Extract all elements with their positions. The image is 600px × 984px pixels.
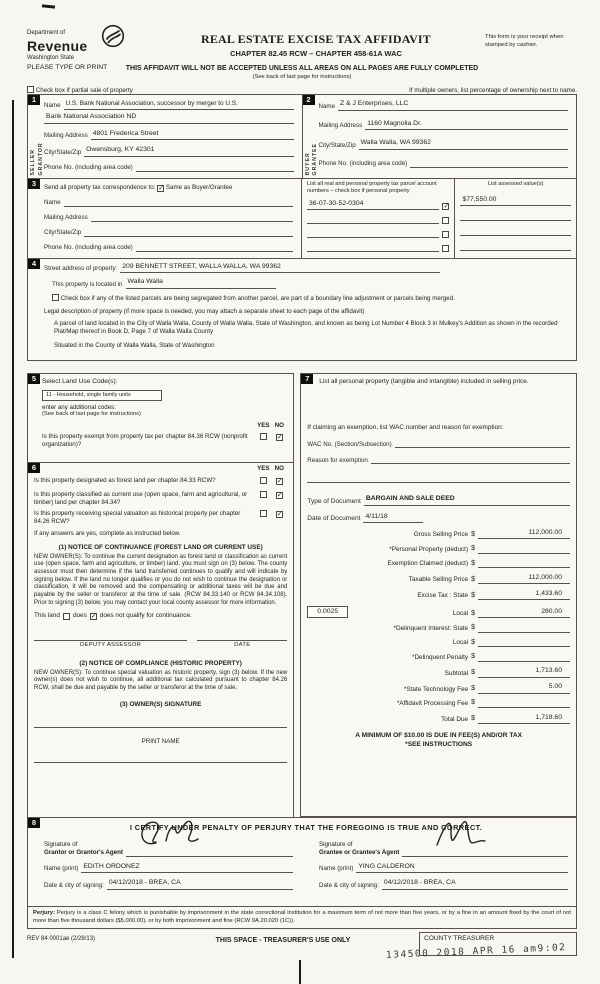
grantee-date-city-label: Date & city of signing: <box>319 881 379 889</box>
parcel-number-value: 36-07-30-52-0304 <box>307 200 439 210</box>
partial-sale-label: Check box if partial sale of property <box>35 87 133 95</box>
current-use-question: Is this property classified as current use (open space, farm and agricultural, or timber) land per chapter 84.34? <box>34 490 248 506</box>
deputy-date-line[interactable] <box>197 632 287 641</box>
seller-name-value: U.S. Bank National Association, successor by merger to U.S. <box>64 100 294 110</box>
deputy-assessor-label: DEPUTY ASSESSOR <box>80 642 142 649</box>
corr-mailing-value <box>91 213 293 222</box>
form-warning: THIS AFFIDAVIT WILL NOT BE ACCEPTED UNLESS ALL AREAS ON ALL PAGES ARE FULLY COMPLETED <box>125 64 479 72</box>
subtotal-value: 1,713.60 <box>478 667 570 677</box>
money-label: Subtotal <box>444 669 469 677</box>
assessed-values-block <box>455 179 576 258</box>
money-label: *Delinquent Interest: State <box>393 624 469 632</box>
treasurer-received-stamp: 134500 2018 APR 16 am9:02 <box>385 942 567 961</box>
segregated-label: Check box if any of the listed parcels are being segregated from another parcel, are part of a boundary line adjustment or parcels being merged. <box>60 294 455 302</box>
yes-header: YES <box>257 421 270 429</box>
delinquent-interest-state-value <box>478 624 570 633</box>
scan-artifact-bottom-line <box>299 960 301 984</box>
historic-no-checkbox[interactable]: ✓ <box>276 511 283 519</box>
buyer-grantee-block <box>303 95 577 177</box>
grantee-signature-line[interactable] <box>402 848 568 857</box>
dollar-sign: $ <box>471 653 475 660</box>
buyer-citystatezip-value: Walla Walla, WA 99362 <box>359 139 568 149</box>
dollar-sign: $ <box>471 609 475 617</box>
type-of-document-value: BARGAIN AND SALE DEED <box>364 495 570 505</box>
forest-yes-checkbox[interactable] <box>260 477 267 484</box>
parcel-personal-checkbox[interactable] <box>442 231 449 238</box>
excise-tax-state-value: 1,433.60 <box>478 590 570 600</box>
form-title: REAL ESTATE EXCISE TAX AFFIDAVIT <box>200 32 432 46</box>
parcel-numbers-block <box>302 179 455 258</box>
buyer-name-label: Name <box>318 102 336 110</box>
grantee-name-print-value: YING CALDERON <box>356 863 568 873</box>
owners-signature-title: (3) OWNER(S) SIGNATURE <box>119 700 202 708</box>
dollar-sign: $ <box>471 699 475 707</box>
receipt-note: This form is your receipt when stamped by cashier. <box>485 34 564 48</box>
notice-continuance-title: (1) NOTICE OF CONTINUANCE (FOREST LAND OR CURRENT USE) <box>58 543 263 551</box>
grantee-signature-block <box>319 839 568 890</box>
parcel-number-value <box>307 243 439 252</box>
current-use-no-checkbox[interactable]: ✓ <box>276 491 283 499</box>
certify-statement: I CERTIFY UNDER PENALTY OF PERJURY THAT THE FOREGOING IS TRUE AND CORRECT. <box>129 823 483 833</box>
parcel-row <box>307 243 449 252</box>
grantor-name-print-value: EDITH ORDONEZ <box>81 863 293 873</box>
grantor-sig-label: Signature of Grantor or Grantor's Agent <box>44 840 123 856</box>
gross-selling-price-value: 112,000.00 <box>478 529 570 539</box>
seller-grantor-block <box>28 95 303 177</box>
section-6-badge: 6 <box>28 463 40 473</box>
seller-phone-value <box>136 163 294 172</box>
corr-name-value <box>64 198 293 207</box>
buyer-mailing-label: Mailing Address <box>318 122 363 130</box>
parcel-numbers-header: List all real and personal property tax parcel account numbers – check box if personal property <box>307 180 437 194</box>
buyer-side-label <box>305 108 319 175</box>
grantor-signature-line[interactable] <box>126 848 293 857</box>
minimum-due-note: A MINIMUM OF $10.00 IS DUE IN FEE(S) AND/OR TAX <box>355 732 523 740</box>
does-label: does <box>72 612 87 620</box>
tax-correspondence-section <box>27 178 577 259</box>
same-as-buyer-checkbox[interactable]: ✓ <box>158 184 165 192</box>
deputy-date-label: DATE <box>234 642 251 649</box>
street-address-label: Street address of property: <box>44 265 118 273</box>
money-label: Total Due <box>441 716 469 724</box>
print-name-label: PRINT NAME <box>141 737 180 745</box>
parcel-number-value <box>307 215 439 224</box>
historic-yes-checkbox[interactable] <box>260 510 267 517</box>
dollar-sign: $ <box>471 530 475 538</box>
grantee-name-print-label: Name (print) <box>319 865 354 873</box>
historic-question: Is this property receiving special valuation as historical property per chapter 84.26 RCW? <box>34 510 241 526</box>
perjury-bold: Perjury: <box>33 910 55 917</box>
buyer-mailing-value: 1160 Magnolia Dr. <box>365 120 568 130</box>
grantee-word: GRANTEE <box>312 143 318 176</box>
delinquent-penalty-value <box>478 653 570 662</box>
yes-header-6: YES <box>257 465 270 473</box>
perjury-notice <box>27 906 577 929</box>
located-in-label: This property is located in <box>52 280 123 288</box>
section-3-badge: 3 <box>28 179 40 189</box>
money-label: Taxable Selling Price <box>408 576 469 584</box>
exempt-question: Is this property exempt from property tax per chapter 84.36 RCW (nonprofit organization)? <box>42 433 248 449</box>
money-label: *Delinquent Penalty <box>411 653 469 661</box>
grantor-signature-block <box>44 839 293 890</box>
dept-of-text: Department of <box>27 30 66 36</box>
money-label: Local <box>452 639 469 647</box>
please-type-or-print: PLEASE TYPE OR PRINT <box>27 64 108 71</box>
does-not-label: does not qualify for continuance. <box>99 612 192 620</box>
seller-phone-label: Phone No. (including area code) <box>44 163 133 171</box>
delinquent-interest-local-value <box>478 638 570 647</box>
see-back-note-5: (See back of last page for instructions) <box>42 411 141 418</box>
does-not-qualify-checkbox[interactable]: ✓ <box>90 612 97 620</box>
deputy-assessor-line[interactable] <box>34 632 187 641</box>
parcel-row <box>307 229 449 238</box>
grantee-sig-label: Signature of Grantee or Grantee's Agent <box>319 840 400 856</box>
grantor-word: GRANTOR <box>37 142 44 176</box>
if-yes-note: If any answers are yes, complete as instructed below. <box>34 529 181 537</box>
grantor-name-print-label: Name (print) <box>44 865 79 873</box>
money-label: *Personal Property (deduct) <box>389 545 469 553</box>
dollar-sign: $ <box>471 591 475 599</box>
assessed-values-header: List assessed value(s) <box>488 180 544 187</box>
owner-signature-line[interactable] <box>34 719 287 728</box>
section-1-badge: 1 <box>28 95 40 105</box>
type-of-document-label: Type of Document <box>307 497 361 505</box>
no-header-6: NO <box>274 465 284 473</box>
money-label: *Affidavit Processing Fee <box>396 700 469 708</box>
affidavit-processing-fee-value <box>478 699 570 708</box>
dollar-sign: $ <box>471 545 475 553</box>
parcel-personal-checkbox[interactable] <box>442 245 449 252</box>
dollar-sign: $ <box>471 559 475 567</box>
certification-section <box>27 817 577 907</box>
grantor-date-city-value: 04/12/2018 - BREA, CA <box>107 879 293 889</box>
no-header: NO <box>274 421 284 429</box>
seller-word: SELLER <box>30 149 36 176</box>
dor-circle-logo-icon <box>101 24 125 48</box>
section-2-badge: 2 <box>303 95 315 105</box>
state-technology-fee-value: 5.00 <box>478 683 570 693</box>
dor-logo-block <box>27 24 147 71</box>
property-location-section <box>27 258 577 362</box>
money-label: Gross Selling Price <box>413 531 469 539</box>
money-label: Excise Tax : State <box>417 592 469 600</box>
dollar-sign: $ <box>471 624 475 631</box>
correspondence-block <box>28 179 302 258</box>
parcel-row <box>307 215 449 224</box>
scan-artifact-top-mark <box>42 4 55 8</box>
seller-side-label <box>30 108 44 175</box>
section-4-badge: 4 <box>28 259 40 269</box>
seller-name-value-2: Bank National Association ND <box>44 113 294 123</box>
land-use-title: Select Land Use Code(s): <box>42 378 118 386</box>
corr-mailing-label: Mailing Address <box>44 213 88 221</box>
assessed-value: $77,550.00 <box>460 196 571 206</box>
dollar-sign: $ <box>471 638 475 646</box>
treasurer-space-label: THIS SPACE - TREASURER'S USE ONLY <box>215 937 351 945</box>
selling-price-section <box>300 373 577 817</box>
see-back-note: (See back of last page for instructions) <box>252 74 352 81</box>
reason-exemption-value[interactable] <box>371 455 570 464</box>
personal-property-label: List all personal property (tangible and intangible) included in selling price. <box>319 378 529 386</box>
corr-name-label: Name <box>44 198 61 206</box>
notice-compliance-text: NEW OWNER(S): To continue special valuation as historic property, sign (3) below. If the new owner(s) does not wish to continue, all additional tax calculated pursuant to chapter 84.26 RCW, shall be due and payable by the seller or transferor at the time of sale. <box>34 669 288 691</box>
located-in-value: Walla Walla <box>126 278 276 288</box>
washington-state-text: Washington State <box>27 55 75 61</box>
corr-phone-value <box>136 243 293 252</box>
section-8-badge: 8 <box>28 818 40 828</box>
perjury-text: Perjury is a class C felony which is punishable by imprisonment in the state correctional institution for a maximum term of not more than five years, or by a fine in an amount fixed by the court of not more than five thousand dollars ($5,000.00), or by both imprisonment and fine (RCW 9A.20.020 (1C)). <box>33 910 571 924</box>
notice-compliance-title: (2) NOTICE OF COMPLIANCE (HISTORIC PROPERTY) <box>79 659 242 667</box>
buyer-name-value: Z & J Enterprises, LLC <box>338 100 568 110</box>
parties-section <box>27 94 577 178</box>
wac-number-value[interactable] <box>395 439 570 448</box>
send-correspondence-label: Send all property tax correspondence to: <box>44 183 156 191</box>
exemption-label: If claiming an exemption, list WAC number and reason for exemption: <box>307 424 504 432</box>
land-use-section <box>27 373 294 463</box>
does-qualify-checkbox[interactable] <box>63 613 70 620</box>
current-use-yes-checkbox[interactable] <box>260 491 267 498</box>
exempt-yes-checkbox[interactable] <box>260 433 267 440</box>
date-of-document-label: Date of Document <box>307 515 361 523</box>
wac-number-label: WAC No. (Section/Subsection) <box>307 440 392 448</box>
excise-tax-local-value: 280.00 <box>478 608 570 618</box>
money-label: *State Technology Fee <box>403 685 469 693</box>
segregated-checkbox[interactable] <box>52 294 59 301</box>
dollar-sign: $ <box>471 684 475 692</box>
form-chapter: CHAPTER 82.45 RCW – CHAPTER 458-61A WAC <box>230 49 402 58</box>
reason-exemption-label: Reason for exemption <box>307 456 368 464</box>
seller-mailing-label: Mailing Address <box>44 132 88 140</box>
this-land-label: This land <box>34 612 60 620</box>
taxable-selling-price-value: 112,000.00 <box>478 574 570 584</box>
section-5-badge: 5 <box>28 374 40 384</box>
buyer-phone-label: Phone No. (including area code) <box>318 159 408 167</box>
legal-description-text: A parcel of land located in the City of Walla Walla, County of Walla Walla, State of Washington, and known as being Lot Number 4 Block 3 in Mulkey's Addition as shown in the recorded Plat/Map thereof in Book D, Page 7 of Walla Walla County <box>54 320 558 336</box>
corr-citystatezip-label: City/State/Zip <box>44 228 82 236</box>
parcel-personal-checkbox[interactable]: ✓ <box>443 203 450 211</box>
reason-continuation-line[interactable] <box>307 474 570 483</box>
owner-print-name-line[interactable] <box>34 754 287 763</box>
seller-citystatezip-label: City/State/Zip <box>44 148 82 156</box>
dollar-sign: $ <box>471 668 475 676</box>
buyer-citystatezip-label: City/State/Zip <box>318 141 356 149</box>
personal-property-blank-space <box>307 386 570 424</box>
multiple-owners-note: If multiple owners, list percentage of ownership next to name. <box>409 87 577 95</box>
notice-continuance-text: NEW OWNER(S): To continue the current designation as forest land or classification as current use (open space, farm and agriculture, or timber) land, you must sign on (3) below. The county assessor must then determine if the land transferred continues to qualify and will indicate by signing below. If the land no longer qualifies or you do not wish to continue the designation or classification, it will be removed and the compensating or additional taxes will be due and payable by the seller or transferor at the time of sale. (RCW 84.33.140 or RCW 84.34.108). Prior to signing (3) below, you may contact your local county assessor for more information. <box>34 553 288 606</box>
buyer-word: BUYER <box>304 152 311 176</box>
legal-description-label: Legal description of property (if more space is needed, you may attach a separate sheet to each page of the affidavit) <box>44 308 365 316</box>
forest-no-checkbox[interactable]: ✓ <box>276 478 283 486</box>
corr-citystatezip-value <box>84 228 293 237</box>
assessed-value <box>460 211 571 221</box>
seller-mailing-value: 4801 Frederica Street <box>91 130 294 140</box>
street-address-value: 209 BENNETT STREET, WALLA WALLA, WA 99362 <box>120 263 440 273</box>
seller-name-label: Name <box>44 102 61 110</box>
land-use-code-value[interactable]: 11 - Household, single family units <box>42 390 162 401</box>
local-rate-box: 0.0025 <box>307 606 348 618</box>
section-7-badge: 7 <box>301 374 313 384</box>
form-revision-number: REV 84 0001ae (2/28/13) <box>27 936 96 943</box>
additional-codes-label: enter any additional codes: <box>42 403 116 411</box>
parcel-row <box>307 200 449 210</box>
forest-land-question: Is this property designated as forest land per chapter 84.33 RCW? <box>34 477 216 485</box>
partial-sale-checkbox[interactable] <box>27 86 34 93</box>
grantee-date-city-value: 04/12/2018 - BREA, CA <box>382 879 568 889</box>
grantor-date-city-label: Date & city of signing: <box>44 881 104 889</box>
exempt-no-checkbox[interactable]: ✓ <box>276 434 283 442</box>
see-instructions-note: *SEE INSTRUCTIONS <box>405 741 473 749</box>
county-treasurer-box: COUNTY TREASURER <box>419 932 577 956</box>
exemption-claimed-value <box>478 559 570 568</box>
parcel-number-value <box>307 229 439 238</box>
assessed-value <box>460 241 571 251</box>
corr-phone-label: Phone No. (including area code) <box>44 243 133 251</box>
revenue-text: Revenue <box>27 37 88 54</box>
money-label: Local <box>452 610 469 618</box>
dollar-sign: $ <box>471 575 475 583</box>
scan-artifact-left-line <box>12 100 14 958</box>
same-as-buyer-label: Same as Buyer/Grantee <box>165 183 233 191</box>
money-label: Exemption Claimed (deduct) <box>387 560 469 568</box>
buyer-phone-value <box>410 159 568 168</box>
date-of-document-value: 4/11/18 <box>363 513 423 523</box>
parcel-personal-checkbox[interactable] <box>442 217 449 224</box>
designation-section <box>27 462 294 818</box>
legal-description-text-2: Situated in the County of Walla Walla, State of Washington <box>54 342 215 350</box>
personal-property-deduct-value <box>478 545 570 554</box>
total-due-value: 1,718.60 <box>478 714 570 724</box>
seller-citystatezip-value: Owensburg, KY 42301 <box>84 146 293 156</box>
assessed-value <box>460 226 571 236</box>
dollar-sign: $ <box>471 715 475 723</box>
